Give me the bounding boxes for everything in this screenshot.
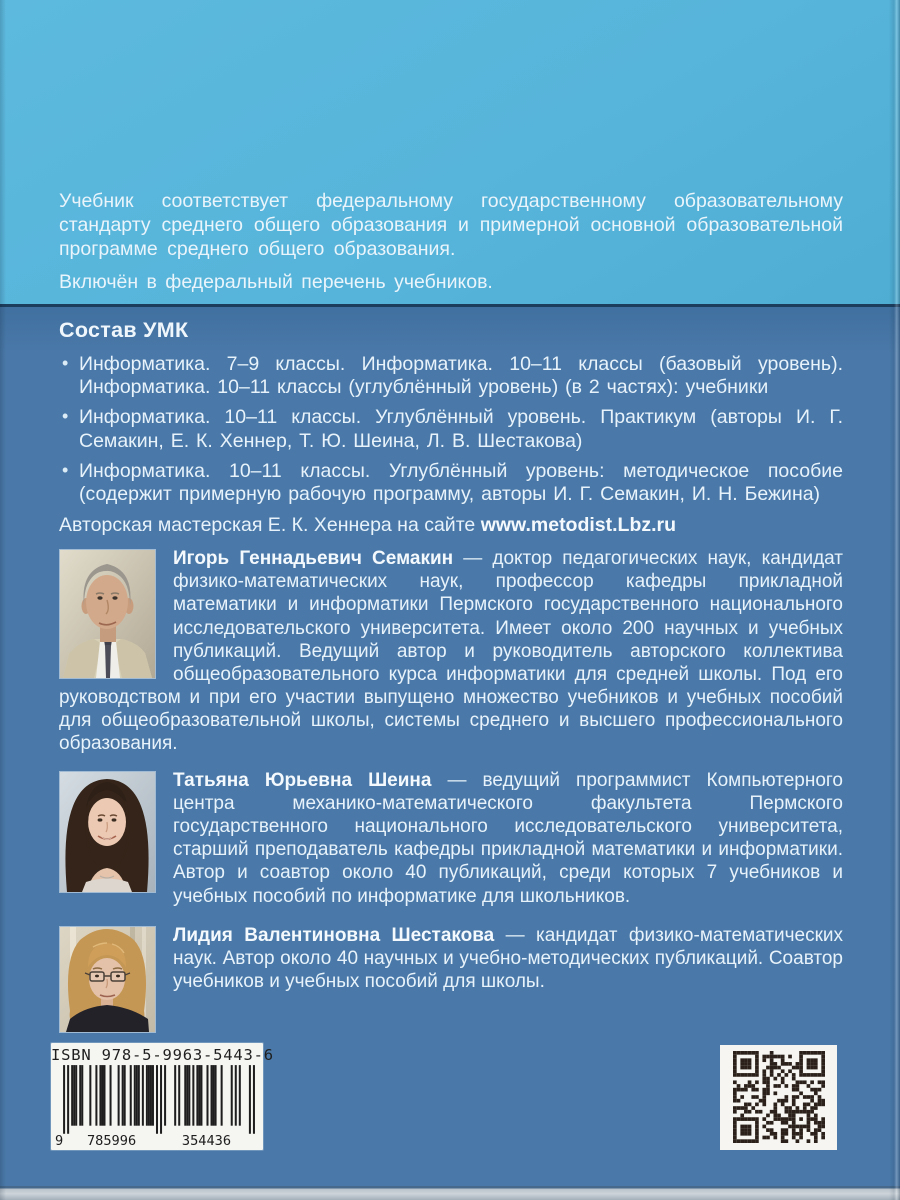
site-url: www.metodist.Lbz.ru (480, 514, 677, 537)
author-bio-text (59, 547, 843, 755)
page-bottom-edge (0, 1186, 900, 1200)
svg-text:354436: 354436 (181, 1132, 232, 1148)
site-line-prefix: Авторская мастерская Е. К. Хеннера на сайте (59, 514, 476, 537)
author-bio-text (59, 769, 843, 908)
author-photo-semakin (59, 549, 156, 679)
author-bio-body: — кандидат физико-математических наук. Автор около 40 научных и учебно-методических публикаций. Соавтор учебников и учебных пособий для школы. (173, 924, 843, 992)
umk-item: • Информатика. 10–11 классы. Углублённый уровень. Практикум (авторы И. Г. Семакин, Е. К. Хеннер, Т. Ю. Шеина, Л. В. Шестакова) (59, 406, 843, 452)
isbn-barcode (51, 1043, 274, 1150)
portrait-illustration (60, 927, 155, 1032)
umk-list (59, 353, 843, 506)
portrait-illustration (60, 772, 155, 892)
federal-list-paragraph: Включён в федеральный перечень учебников. (59, 271, 493, 294)
ean-barcode-svg (55, 1065, 259, 1148)
author-photo-sheina (59, 771, 156, 893)
author-bio-semakin (59, 547, 843, 755)
author-bio-body: — ведущий программист Компьютерного центра механико-математического факультета Пермского государственного национального исследовательского университета, старший преподаватель кафедры прикладной математики и информатики. Автор и соавтор около 40 публикаций, среди которых 7 учебников и учебных пособий по информатике для школьников. (173, 770, 843, 907)
umk-item: • Информатика. 10–11 классы. Углублённый уровень: методическое пособие (содержит примерную рабочую программу, авторы И. Г. Семакин, И. Н. Бежина) (59, 460, 843, 506)
author-bio-body: — доктор педагогических наук, кандидат физико-математических наук, профессор кафедры прикладной математики и информатики Пермского государственного национального исследовательского университета. Имеет около 200 научных и учебных публикаций. Ведущий автор и руководитель авторского коллектива общеобразовательного курса информатики для средней школы. Под его руководством и при его участии выпущено множество учебников и учебных пособий для общеобразовательной школы, системы среднего и высшего профессионального образования. (59, 548, 843, 754)
umk-item: • Информатика. 7–9 классы. Информатика. 10–11 классы (базовый уровень). Информатика. 10–11 классы (углублённый уровень) (в 2 частях): учебники (59, 353, 843, 399)
author-bio-shestakova (59, 924, 843, 1037)
author-photo-shestakova (59, 926, 156, 1033)
author-name: Игорь Геннадьевич Семакин (173, 548, 454, 570)
author-name: Татьяна Юрьевна Шеина (173, 770, 432, 792)
top-banner-text (59, 190, 843, 295)
umk-heading: Состав УМК (59, 318, 189, 342)
portrait-illustration (60, 550, 155, 678)
site-line (59, 513, 843, 537)
top-banner (0, 0, 900, 304)
qr-code (720, 1045, 837, 1150)
isbn-label: ISBN 978-5-9963-5443-6 (51, 1046, 274, 1064)
standards-paragraph: Учебник соответствует федеральному государственному образовательному стандарту среднего общего образования и примерной основной образовательной программе среднего общего образования. (59, 190, 843, 260)
qr-code-svg (733, 1051, 825, 1143)
svg-text:9: 9 (55, 1132, 64, 1148)
svg-text:785996: 785996 (86, 1132, 137, 1148)
author-bio-sheina (59, 769, 843, 908)
author-bio-text (59, 924, 843, 993)
author-name: Лидия Валентиновна Шестакова (173, 924, 495, 946)
